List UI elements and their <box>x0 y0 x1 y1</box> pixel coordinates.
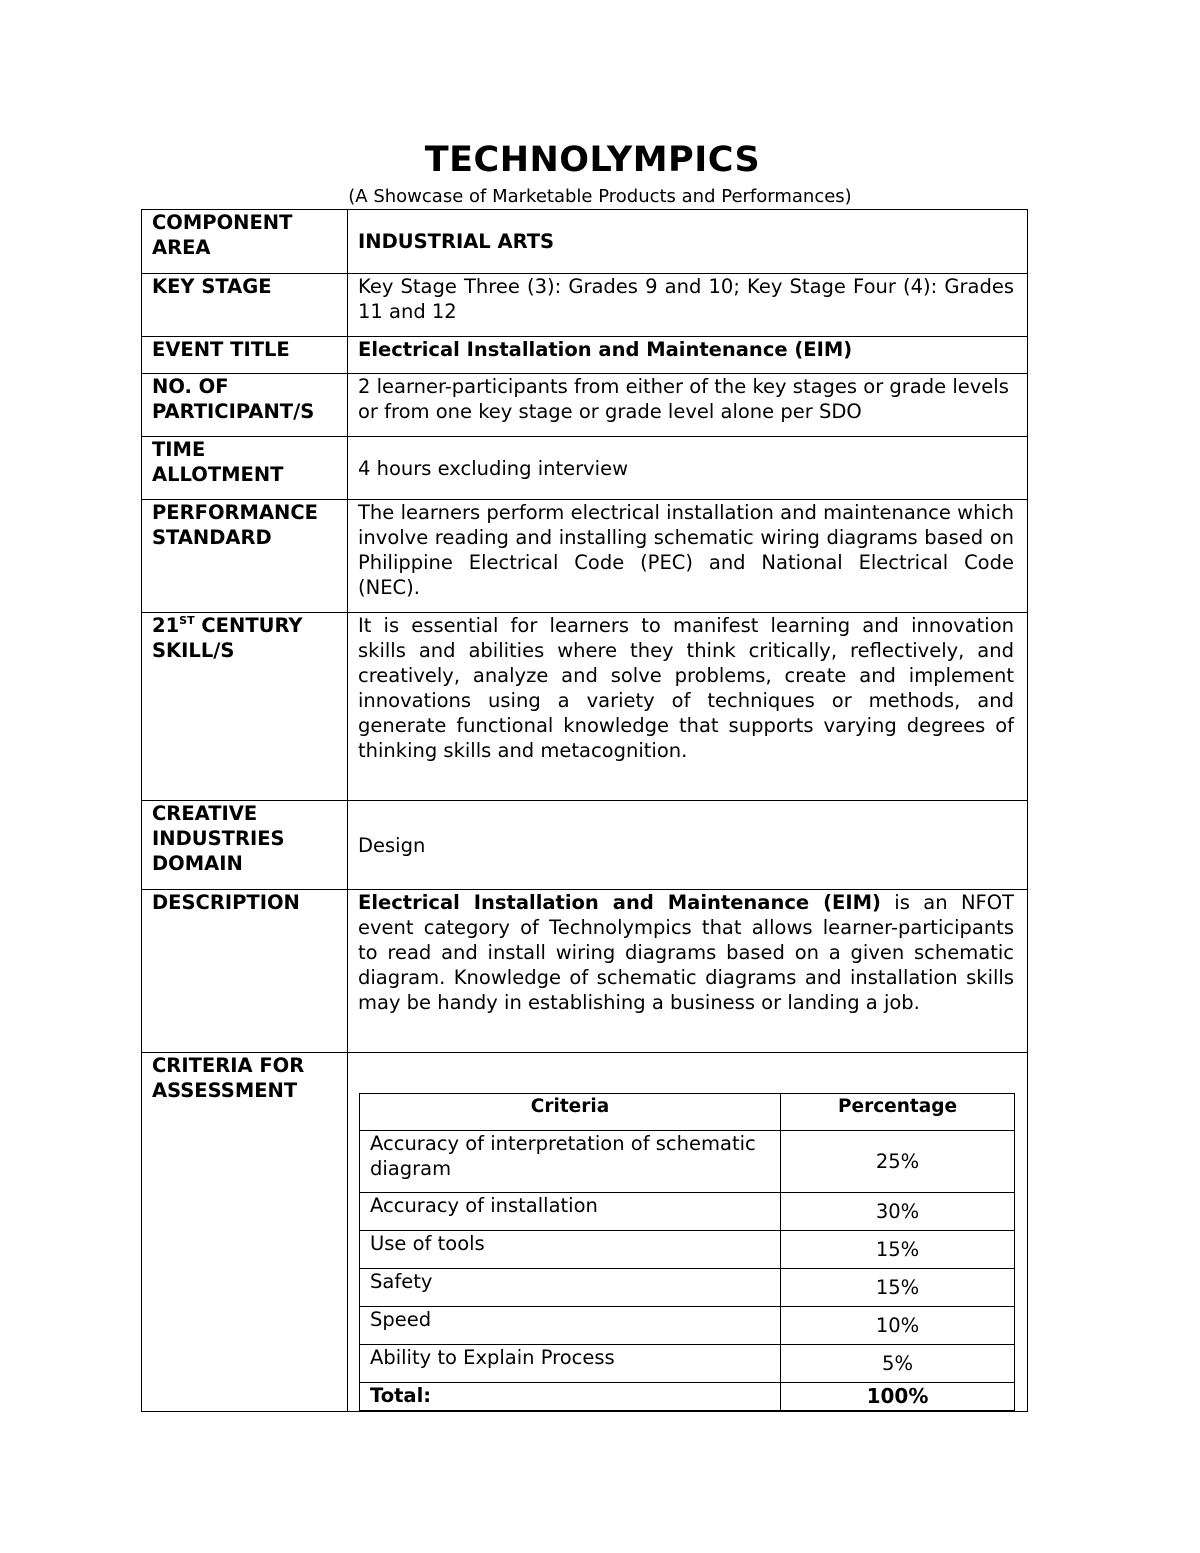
row-key-stage <box>142 274 1028 337</box>
criteria-row <box>360 1231 1015 1269</box>
description-value <box>348 890 1028 1053</box>
key-stage-label: KEY STAGE <box>142 274 348 337</box>
description-event-name: Electrical Installation and Maintenance (EIM) <box>358 891 881 914</box>
criteria-header-row <box>360 1094 1015 1131</box>
criteria-label: CRITERIA FOR ASSESSMENT <box>142 1053 348 1412</box>
row-century-skills <box>142 613 1028 801</box>
criteria-row <box>360 1307 1015 1345</box>
performance-standard-value: The learners perform electrical installation and maintenance which involve reading and installing schematic wiring diagrams based on Philippine Electrical Code (PEC) and National Electrical Code (NEC). <box>348 500 1028 613</box>
row-criteria <box>142 1053 1028 1412</box>
participants-label: NO. OF PARTICIPANT/S <box>142 374 348 437</box>
row-creative-domain <box>142 801 1028 890</box>
century-skills-value: It is essential for learners to manifest learning and innovation skills and abilities where they think critically, reflectively, and creatively, analyze and solve problems, create and implement innovations using a variety of techniques or methods, and generate functional knowledge that supports varying degrees of thinking skills and metacognition. <box>348 613 1028 801</box>
criteria-row <box>360 1131 1015 1193</box>
criteria-name: Ability to Explain Process <box>360 1345 781 1383</box>
criteria-total-row <box>360 1383 1015 1411</box>
criteria-row <box>360 1345 1015 1383</box>
component-area-value: INDUSTRIAL ARTS <box>348 210 1028 274</box>
document-title: TECHNOLYMPICS <box>424 140 761 180</box>
century-skills-label-number: 21 <box>152 614 180 637</box>
creative-domain-label: CREATIVE INDUSTRIES DOMAIN <box>142 801 348 890</box>
criteria-row <box>360 1193 1015 1231</box>
event-info-table <box>141 209 1028 1412</box>
criteria-percentage: 15% <box>781 1269 1015 1307</box>
criteria-percentage: 25% <box>781 1131 1015 1193</box>
century-skills-label-superscript: ST <box>179 614 195 627</box>
criteria-name: Safety <box>360 1269 781 1307</box>
row-description <box>142 890 1028 1053</box>
component-area-label: COMPONENT AREA <box>142 210 348 274</box>
row-component-area <box>142 210 1028 274</box>
event-title-value: Electrical Installation and Maintenance (EIM) <box>348 337 1028 374</box>
row-performance-standard <box>142 500 1028 613</box>
criteria-percentage: 10% <box>781 1307 1015 1345</box>
participants-value: 2 learner-participants from either of the key stages or grade levels or from one key stage or grade level alone per SDO <box>348 374 1028 437</box>
criteria-header: Criteria <box>360 1094 781 1131</box>
criteria-name: Accuracy of interpretation of schematic diagram <box>360 1131 781 1193</box>
description-label: DESCRIPTION <box>142 890 348 1053</box>
row-event-title <box>142 337 1028 374</box>
criteria-percentage: 5% <box>781 1345 1015 1383</box>
time-allotment-value: 4 hours excluding interview <box>348 437 1028 500</box>
criteria-name: Speed <box>360 1307 781 1345</box>
performance-standard-label: PERFORMANCE STANDARD <box>142 500 348 613</box>
percentage-header: Percentage <box>781 1094 1015 1131</box>
row-time-allotment <box>142 437 1028 500</box>
event-title-label: EVENT TITLE <box>142 337 348 374</box>
criteria-name: Use of tools <box>360 1231 781 1269</box>
century-skills-label <box>142 613 348 801</box>
time-allotment-label: TIME ALLOTMENT <box>142 437 348 500</box>
key-stage-value: Key Stage Three (3): Grades 9 and 10; Key Stage Four (4): Grades 11 and 12 <box>348 274 1028 337</box>
century-skills-label-text: CENTURY SKILL/S <box>152 614 303 662</box>
criteria-table <box>359 1093 1015 1411</box>
criteria-cell <box>348 1053 1028 1412</box>
criteria-row <box>360 1269 1015 1307</box>
creative-domain-value: Design <box>348 801 1028 890</box>
criteria-percentage: 30% <box>781 1193 1015 1231</box>
row-participants <box>142 374 1028 437</box>
total-percentage: 100% <box>781 1383 1015 1411</box>
description-text: is an NFOT event category of Technolympics that allows learner-participants to read and install wiring diagrams based on a given schematic diagram. Knowledge of schematic diagrams and installation skills may be handy in establishing a business or landing a job. <box>358 891 1015 1014</box>
criteria-name: Accuracy of installation <box>360 1193 781 1231</box>
document-subtitle: (A Showcase of Marketable Products and Performances) <box>348 186 852 207</box>
total-label: Total: <box>360 1383 781 1411</box>
criteria-percentage: 15% <box>781 1231 1015 1269</box>
